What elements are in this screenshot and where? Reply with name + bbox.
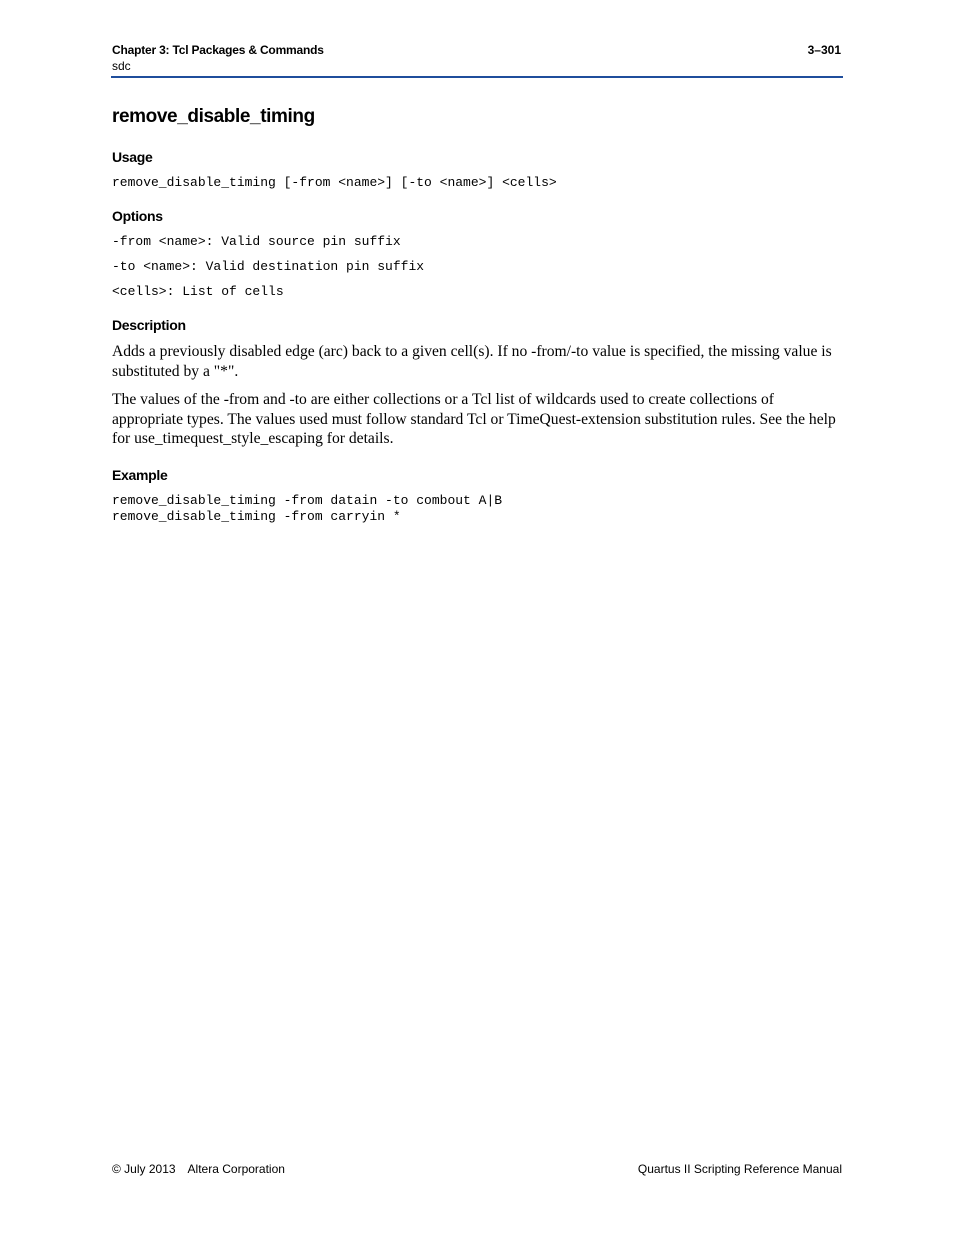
- footer-company: Altera Corporation: [187, 1162, 285, 1176]
- command-title: remove_disable_timing: [112, 106, 315, 127]
- page-header: [112, 43, 843, 73]
- usage-code: remove_disable_timing [-from <name>] [-to <name>] <cells>: [112, 175, 557, 190]
- example-heading: Example: [112, 467, 168, 483]
- footer-date: © July 2013: [112, 1162, 176, 1176]
- options-heading: Options: [112, 208, 163, 224]
- option-from: -from <name>: Valid source pin suffix: [112, 234, 401, 249]
- description-paragraph-2: The values of the -from and -to are either collections or a Tcl list of wildcards used to create collections of appropriate types. The values used must follow standard Tcl or TimeQuest-extension substitution rules. See the help for use_timequest_style_escaping for details.: [112, 391, 836, 447]
- option-cells: <cells>: List of cells: [112, 284, 284, 299]
- example-line-1: remove_disable_timing -from datain -to combout A|B: [112, 493, 503, 508]
- example-line-2: remove_disable_timing -from carryin *: [112, 509, 401, 524]
- option-to: -to <name>: Valid destination pin suffix: [112, 259, 425, 274]
- page-number: 3–301: [807, 43, 841, 57]
- usage-heading: Usage: [112, 149, 153, 165]
- description-paragraph-1: Adds a previously disabled edge (arc) back to a given cell(s). If no -from/-to value is specified, the missing value is substituted by a "*".: [112, 343, 832, 380]
- chapter-title: Chapter 3: Tcl Packages & Commands: [112, 43, 324, 57]
- page-footer-left: [112, 1162, 285, 1176]
- header-rule: [111, 76, 843, 78]
- section-name: sdc: [112, 59, 131, 73]
- description-heading: Description: [112, 317, 186, 333]
- footer-manual-title: Quartus II Scripting Reference Manual: [637, 1162, 842, 1176]
